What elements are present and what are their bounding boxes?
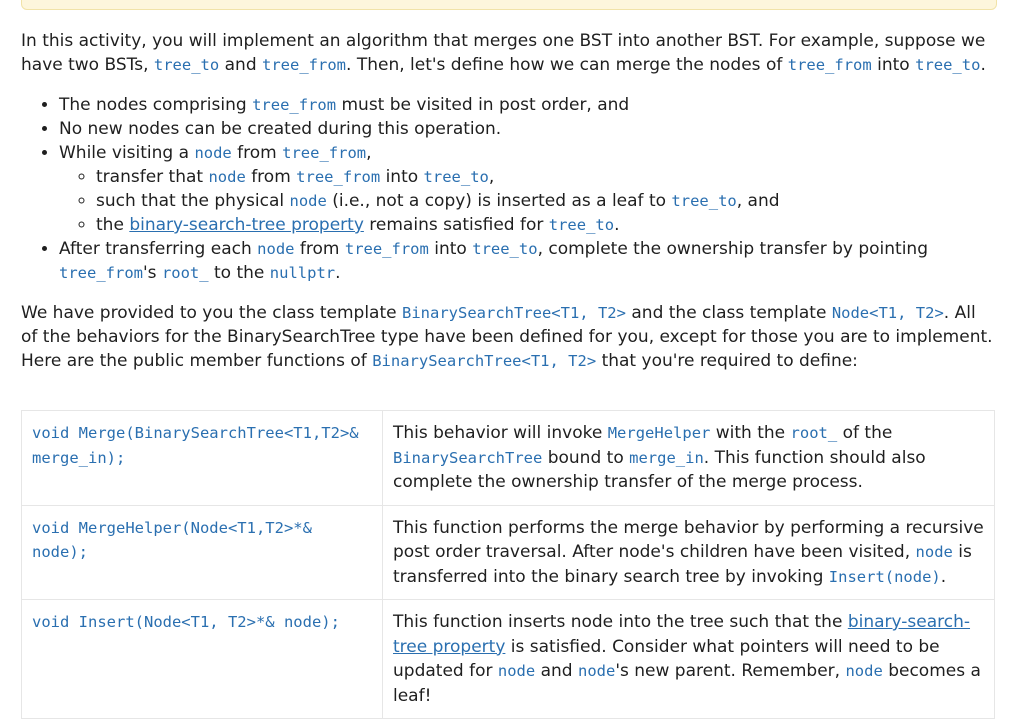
description-cell [383, 600, 995, 719]
list-item-text: , [488, 167, 495, 187]
code-node: node [845, 662, 883, 680]
intro-paragraph [21, 29, 996, 77]
signature-cell: void Insert(Node<T1, T2>*& node); [22, 600, 383, 719]
list-item-text: After transferring each [59, 239, 258, 259]
code-node: node [289, 192, 327, 210]
sub-list [59, 165, 996, 237]
code-node: node [257, 240, 295, 258]
code-tree-from: tree_from [59, 264, 143, 282]
code-tree-to: tree_to [472, 240, 538, 258]
code-bst-class: BinarySearchTree<T1, T2> [402, 304, 626, 322]
code-tree-to: tree_to [548, 216, 615, 234]
code-tree-from: tree_from [262, 56, 347, 74]
cell-text: is satisfied. Consider what pointers will need to be updated for [393, 636, 940, 681]
description-cell [383, 505, 995, 600]
list-item-text: transfer that [96, 167, 209, 187]
description-cell [383, 411, 995, 506]
code-tree-from: tree_from [344, 240, 429, 258]
code-nullptr: nullptr [269, 264, 336, 282]
list-item-text: into [428, 239, 473, 259]
bst-property-link[interactable]: binary-search-tree property [129, 215, 364, 235]
provided-paragraph [21, 301, 996, 373]
code-bst: BinarySearchTree [393, 448, 543, 467]
intro-text: . Then, let's define how we can merge the nodes of [346, 55, 788, 75]
cell-text: becomes a leaf! [393, 661, 981, 706]
table-row [22, 505, 995, 600]
paragraph-text: . All of the behaviors for the BinarySearchTree type have been defined for you, except for those you are to implement. Here are the public member functions of [21, 303, 993, 371]
list-item-text: . [335, 263, 341, 283]
paragraph-text: We have provided to you the class template [21, 303, 402, 323]
list-item-text: , complete the ownership transfer by pointing [537, 239, 928, 259]
intro-text: In this activity, you will implement an algorithm that merges one BST into another BST. For example, suppose we have two BSTs, [21, 31, 986, 75]
list-item-text: into [380, 167, 424, 187]
intro-text: and [219, 55, 263, 75]
code-tree-from: tree_from [252, 96, 337, 114]
code-insert-call: Insert(node) [828, 567, 941, 586]
list-item-text: , [366, 143, 372, 163]
main-content [21, 29, 996, 373]
code-tree-to: tree_to [153, 56, 220, 74]
sub-list-item [96, 165, 996, 189]
code-tree-from: tree_from [787, 56, 872, 74]
signature-cell: void Merge(BinarySearchTree<T1,T2>& merge_in); [22, 411, 383, 506]
paragraph-text: and the class template [625, 303, 832, 323]
cell-text: and [535, 661, 578, 681]
cell-text: This function performs the merge behavior by performing a recursive post order traversal. After node's children have been visited, [393, 517, 984, 562]
member-functions-table [21, 410, 995, 719]
list-item-text: must be visited in post order, and [336, 95, 630, 115]
list-item-text: , and [736, 191, 780, 211]
cell-text: . [940, 566, 947, 587]
cell-text: . This function should also complete the ownership transfer of the merge process. [393, 447, 926, 492]
cell-text: This behavior will invoke [393, 423, 608, 443]
cell-text: with the [710, 423, 791, 443]
sub-list-item [96, 213, 996, 237]
table-row [22, 411, 995, 506]
list-item-text: (i.e., not a copy) is inserted as a leaf to [326, 191, 672, 211]
code-root: root_ [790, 424, 838, 442]
code-merge-helper: MergeHelper [607, 424, 711, 442]
cell-text: 's new parent. Remember, [615, 661, 846, 681]
code-node-class: Node<T1, T2> [831, 304, 944, 322]
list-item-text: from [231, 143, 283, 163]
code-node: node [208, 168, 246, 186]
cell-text: This function inserts node into the tree such that the [393, 612, 848, 632]
list-item-text: No new nodes can be created during this operation. [59, 119, 502, 139]
list-item-text: the [96, 215, 130, 235]
paragraph-text: that you're required to define: [596, 351, 858, 371]
code-tree-to: tree_to [915, 56, 981, 74]
list-item-text: from [245, 167, 297, 187]
code-tree-from: tree_from [296, 168, 381, 186]
list-item-text: . [614, 215, 620, 235]
intro-text: into [871, 55, 916, 75]
code-node: node [194, 144, 232, 162]
requirements-list [21, 93, 996, 285]
list-item-text: from [294, 239, 345, 259]
list-item-text: to the [208, 263, 270, 283]
list-item [59, 117, 996, 141]
list-item [59, 237, 996, 285]
code-merge-in: merge_in [629, 448, 704, 467]
list-item-text: 's [143, 263, 162, 283]
cell-text: bound to [542, 447, 630, 468]
list-item-text: The nodes comprising [59, 95, 253, 115]
sub-list-item [96, 189, 996, 213]
cell-text: of the [837, 423, 893, 443]
intro-text: . [980, 55, 986, 75]
code-tree-to: tree_to [671, 192, 737, 210]
code-tree-from: tree_from [282, 144, 367, 162]
signature-cell: void MergeHelper(Node<T1,T2>*& node); [22, 505, 383, 600]
cell-text: is transferred into the binary search tree by invoking [393, 542, 972, 587]
list-item-text: remains satisfied for [363, 215, 549, 235]
bst-property-link[interactable]: binary-search-tree property [393, 612, 971, 657]
list-item-text: While visiting a [59, 143, 195, 163]
notice-banner [21, 0, 997, 10]
code-node: node [578, 662, 616, 680]
list-item-text: such that the physical [96, 191, 290, 211]
code-bst-class: BinarySearchTree<T1, T2> [372, 352, 597, 370]
table-row [22, 600, 995, 719]
code-node: node [497, 662, 536, 680]
list-item [59, 93, 996, 117]
code-root: root_ [161, 264, 209, 282]
code-tree-to: tree_to [423, 168, 489, 186]
list-item [59, 141, 996, 237]
code-node: node [915, 543, 953, 561]
